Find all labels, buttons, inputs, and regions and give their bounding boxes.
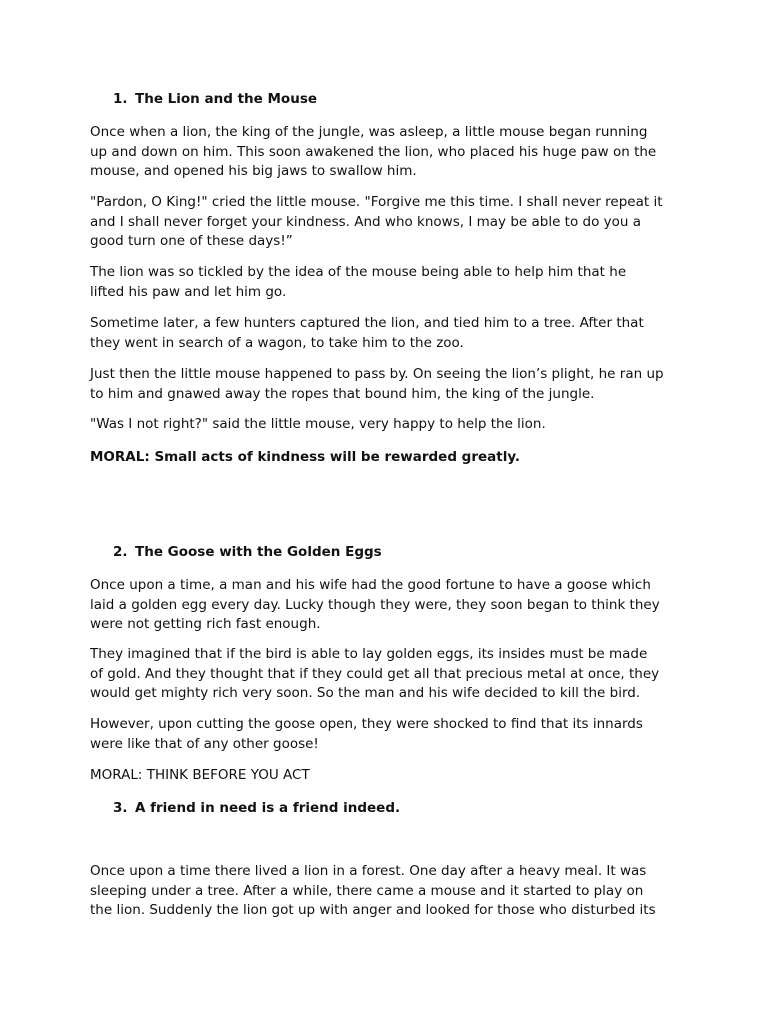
- story-1-paragraph-1: Once when a lion, the king of the jungle, was asleep, a little mouse began running up and down on him. This soon awakened the lion, who placed his huge paw on the mouse, and opened his big jaws to swallow him.: [90, 124, 657, 179]
- story-1-paragraph-4: Sometime later, a few hunters captured the lion, and tied him to a tree. After that they went in search of a wagon, to take him to the zoo.: [90, 315, 644, 351]
- story-2-number: 2.: [113, 544, 128, 560]
- story-2-heading: [113, 544, 382, 560]
- story-1-paragraph-5: Just then the little mouse happened to pass by. On seeing the lion’s plight, he ran up to him and gnawed away the ropes that bound him, the king of the jungle.: [90, 366, 664, 402]
- story-1-moral: MORAL: Small acts of kindness will be rewarded greatly.: [90, 449, 521, 465]
- story-1-title: The Lion and the Mouse: [135, 91, 318, 107]
- story-1-paragraph-2: "Pardon, O King!" cried the little mouse. "Forgive me this time. I shall never repeat it and I shall never forget your kindness. And who knows, I may be able to do you a good turn one of these days!”: [90, 194, 663, 249]
- story-2-moral: MORAL: THINK BEFORE YOU ACT: [90, 767, 310, 783]
- story-3-title: A friend in need is a friend indeed.: [135, 800, 401, 816]
- story-1-paragraph-3: The lion was so tickled by the idea of the mouse being able to help him that he lifted his paw and let him go.: [90, 264, 627, 300]
- story-1-number: 1.: [113, 91, 128, 107]
- story-3-number: 3.: [113, 800, 128, 816]
- story-1-heading: [113, 91, 317, 107]
- story-2-paragraph-1: Once upon a time, a man and his wife had the good fortune to have a goose which laid a golden egg every day. Lucky though they were, they soon began to think they were not getting rich fast enough.: [90, 577, 660, 632]
- story-2-paragraph-2: They imagined that if the bird is able to lay golden eggs, its insides must be made of gold. And they thought that if they could get all that precious metal at once, they would get mighty rich very soon. So the man and his wife decided to kill the bird.: [90, 646, 660, 701]
- story-3-paragraph-1: Once upon a time there lived a lion in a forest. One day after a heavy meal. It was sleeping under a tree. After a while, there came a mouse and it started to play on the lion. Suddenly the lion got up with anger and looked for those who disturbed its: [90, 863, 656, 918]
- story-2-title: The Goose with the Golden Eggs: [135, 544, 382, 560]
- story-2-paragraph-3: However, upon cutting the goose open, they were shocked to find that its innards were like that of any other goose!: [90, 716, 643, 752]
- story-3-heading: [113, 800, 400, 816]
- story-1-paragraph-6: "Was I not right?" said the little mouse, very happy to help the lion.: [90, 416, 546, 432]
